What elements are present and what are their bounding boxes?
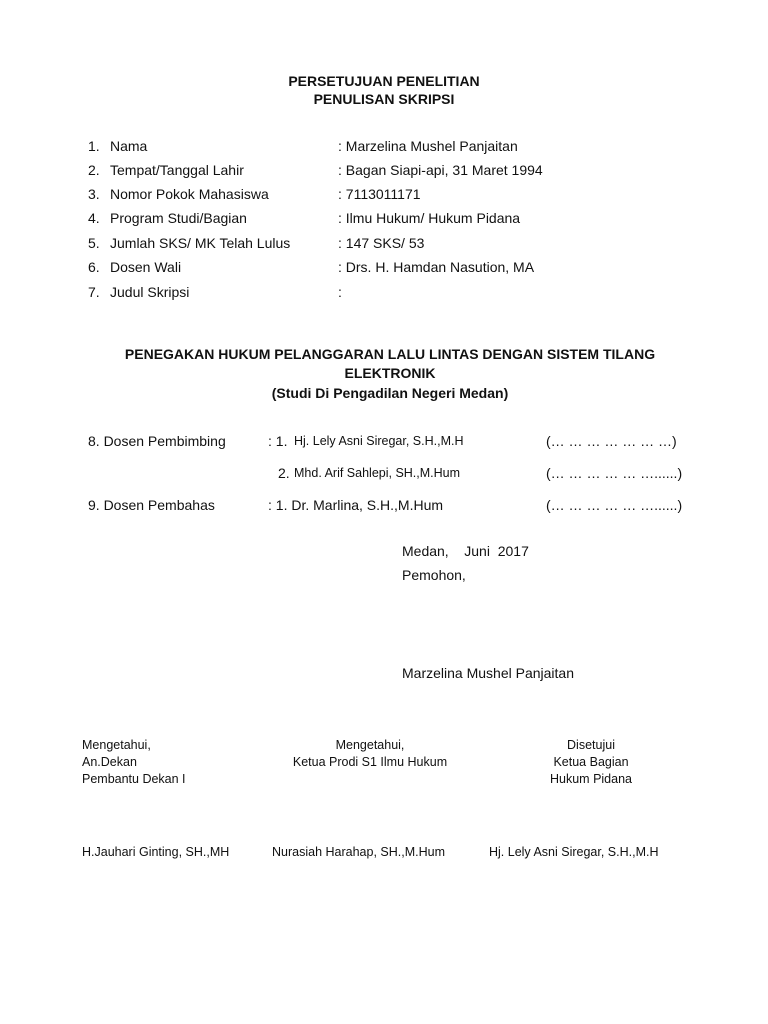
field-number: 7. [88,284,100,300]
field-value: : Marzelina Mushel Panjaitan [338,138,518,154]
approval-left-name: H.Jauhari Ginting, SH.,MH [82,845,230,859]
field-row-birth [0,162,768,182]
pembahas-1: : 1. Dr. Marlina, S.H.,M.Hum [268,497,444,513]
pembimbing-2-name: Mhd. Arif Sahlepi, SH.,M.Hum [294,466,461,480]
field-number: 5. [88,235,100,251]
field-number: 2. [88,162,100,178]
field-row-program [0,210,768,230]
field-value: : 147 SKS/ 53 [338,235,425,251]
thesis-title-line2: ELEKTRONIK [344,365,436,381]
field-value: : Ilmu Hukum/ Hukum Pidana [338,210,521,226]
field-number: 6. [88,259,100,275]
approval-center-line1: Mengetahui, [335,738,405,752]
approval-left-line2: An.Dekan [82,755,137,769]
approval-left-line3: Pembantu Dekan I [82,772,186,786]
field-number: 3. [88,186,100,202]
field-number: 4. [88,210,100,226]
approval-right-line2: Ketua Bagian [553,755,629,769]
approval-center-name: Nurasiah Harahap, SH.,M.Hum [272,845,445,859]
field-row-judul [0,284,768,304]
approval-right-line3: Hukum Pidana [550,772,632,786]
pembahas-1-signature: (… … … … … …......) [546,497,683,513]
field-row-nama [0,138,768,158]
approval-center-line2: Ketua Prodi S1 Ilmu Hukum [292,755,448,769]
pembimbing-2-signature: (… … … … … …......) [546,465,683,481]
field-label: Program Studi/Bagian [110,210,247,226]
document-subtitle: PENULISAN SKRIPSI [313,91,455,107]
approval-right-line1: Disetujui [567,738,615,752]
field-value: : Bagan Siapi-api, 31 Maret 1994 [338,162,543,178]
field-label: Jumlah SKS/ MK Telah Lulus [110,235,291,251]
field-value: : [338,284,342,300]
field-row-dosen-wali [0,259,768,279]
document-title: PERSETUJUAN PENELITIAN [288,73,480,89]
field-label: Nama [110,138,148,154]
approval-right-name: Hj. Lely Asni Siregar, S.H.,M.H [489,845,659,859]
field-label: Tempat/Tanggal Lahir [110,162,244,178]
field-label: Dosen Wali [110,259,182,275]
field-number: 1. [88,138,100,154]
applicant-role: Pemohon, [402,567,466,583]
thesis-subtitle: (Studi Di Pengadilan Negeri Medan) [271,385,509,401]
pembimbing-label: 8. Dosen Pembimbing [88,433,226,449]
field-label: Nomor Pokok Mahasiswa [110,186,269,202]
field-row-sks [0,235,768,255]
pembimbing-1-name: Hj. Lely Asni Siregar, S.H.,M.H [294,434,464,448]
pembimbing-1-prefix: : 1. [268,433,288,449]
thesis-title-line1: PENEGAKAN HUKUM PELANGGARAN LALU LINTAS DENGAN SISTEM TILANG [124,346,656,362]
field-value: : 7113011171 [338,186,421,202]
field-row-npm [0,186,768,206]
pembimbing-1-signature: (… … … … … … …) [546,433,677,449]
approval-left-line1: Mengetahui, [82,738,151,752]
applicant-name: Marzelina Mushel Panjaitan [402,665,574,681]
pembimbing-2-prefix: 2. [278,465,290,481]
pembahas-label: 9. Dosen Pembahas [88,497,215,513]
field-value: : Drs. H. Hamdan Nasution, MA [338,259,535,275]
place-date: Medan, Juni 2017 [402,543,529,559]
field-label: Judul Skripsi [110,284,190,300]
